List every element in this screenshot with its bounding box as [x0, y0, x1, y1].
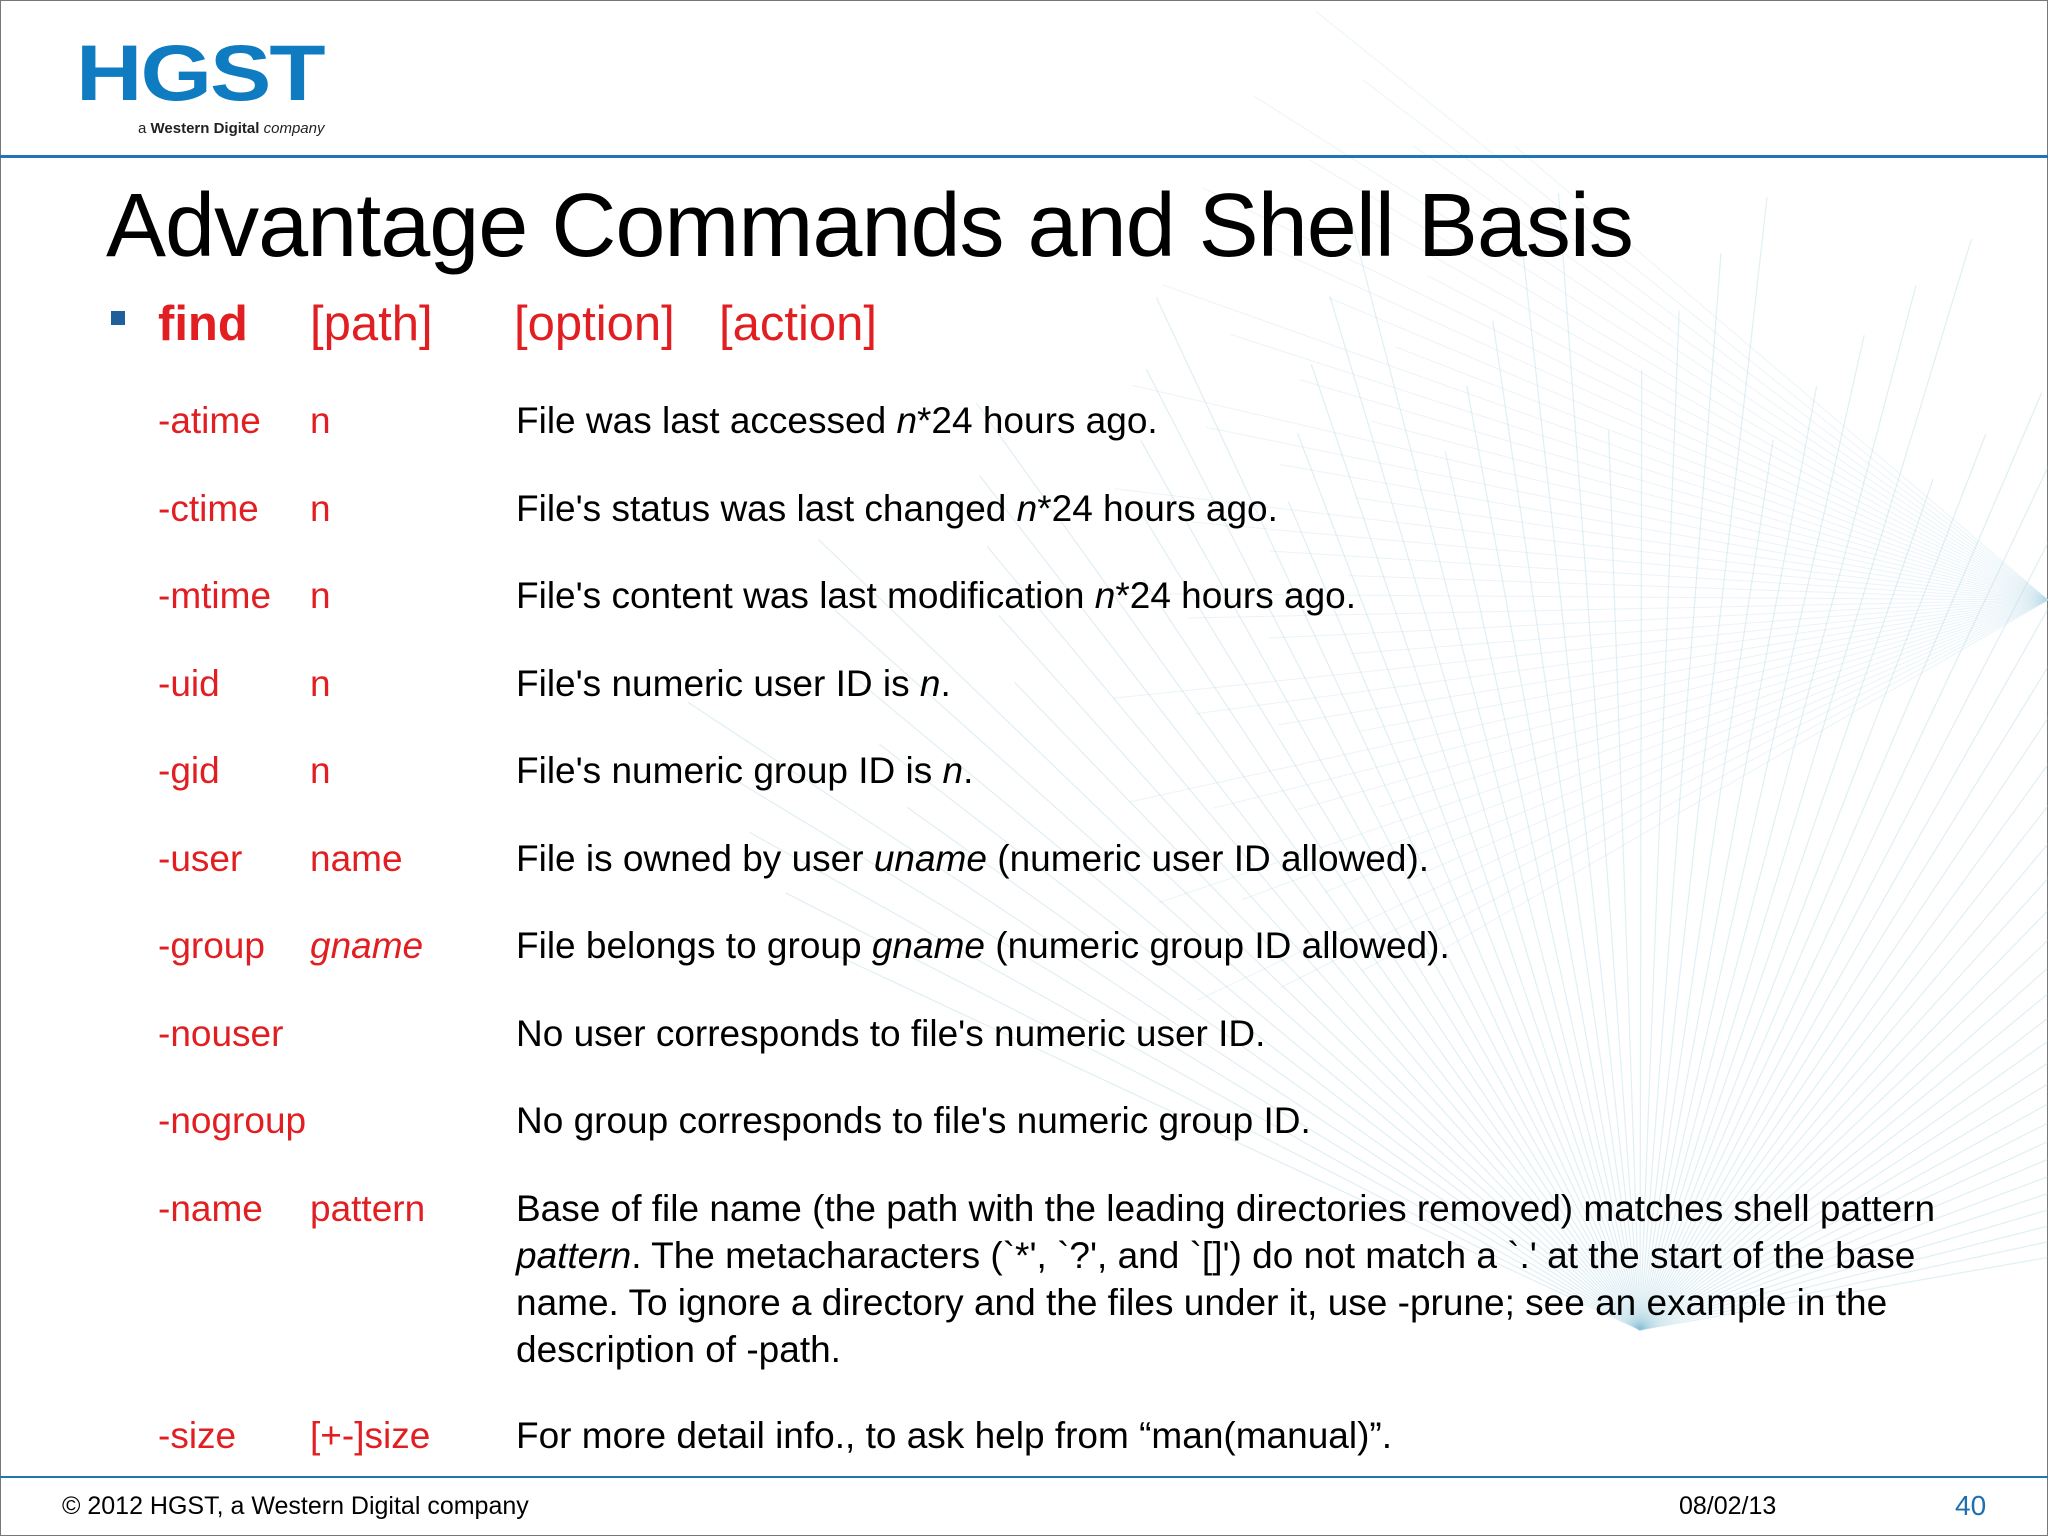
option-argument: n: [310, 488, 331, 529]
footer-rule: [0, 1476, 2048, 1478]
logo-tagline: a Western Digital company: [138, 120, 325, 137]
option-description: File's numeric user ID is n.: [516, 663, 951, 704]
slide-title: Advantage Commands and Shell Basis: [106, 176, 1633, 276]
option-name: -size: [158, 1415, 237, 1456]
option-description: Base of file name (the path with the leading directories removed) matches shell pattern pattern. The metacharacters (`*', `?', and `[]') do not match a `.' at the start of the base name. To ignore a directory and the files under it, use -prune; see an example in the description of -path.: [516, 1188, 1936, 1370]
option-argument: name: [310, 838, 403, 879]
option-description: For more detail info., to ask help from “man(manual)”.: [516, 1415, 1392, 1456]
option-name: -user: [158, 838, 243, 879]
syntax-option: [option]: [514, 297, 675, 351]
option-description: File's content was last modification n*24 hours ago.: [516, 575, 1357, 616]
syntax-path: [path]: [310, 297, 433, 351]
option-argument: n: [310, 400, 331, 441]
option-name: -gid: [158, 750, 220, 791]
option-argument: [+-]size: [310, 1415, 431, 1456]
option-description: File is owned by user uname (numeric user ID allowed).: [516, 838, 1430, 879]
page-number: 40: [1955, 1490, 1987, 1521]
option-description: No group corresponds to file's numeric group ID.: [516, 1100, 1311, 1141]
option-description: File belongs to group gname (numeric group ID allowed).: [516, 925, 1450, 966]
option-argument: n: [310, 663, 331, 704]
option-argument: n: [310, 575, 331, 616]
option-name: -group: [158, 925, 265, 966]
option-name: -name: [158, 1188, 263, 1229]
hgst-logo: [76, 29, 376, 144]
syntax-command: find: [158, 297, 248, 351]
option-name: -ctime: [158, 488, 259, 529]
option-description: No user corresponds to file's numeric user ID.: [516, 1013, 1266, 1054]
option-name: -atime: [158, 400, 261, 441]
footer-copyright: © 2012 HGST, a Western Digital company: [62, 1492, 529, 1520]
option-argument: gname: [310, 925, 424, 966]
option-argument: n: [310, 750, 331, 791]
option-name: -uid: [158, 663, 220, 704]
option-name: -nogroup: [158, 1100, 307, 1141]
option-argument: pattern: [310, 1188, 426, 1229]
option-description: File was last accessed n*24 hours ago.: [516, 400, 1158, 441]
option-description: File's status was last changed n*24 hours ago.: [516, 488, 1278, 529]
header-rule: [0, 155, 2048, 158]
option-name: -nouser: [158, 1013, 284, 1054]
option-name: -mtime: [158, 575, 272, 616]
syntax-action: [action]: [719, 297, 877, 351]
bullet-square-icon: [111, 311, 125, 325]
option-description: File's numeric group ID is n.: [516, 750, 974, 791]
logo-brand: HGST: [76, 29, 324, 118]
footer-date: 08/02/13: [1679, 1492, 1777, 1520]
